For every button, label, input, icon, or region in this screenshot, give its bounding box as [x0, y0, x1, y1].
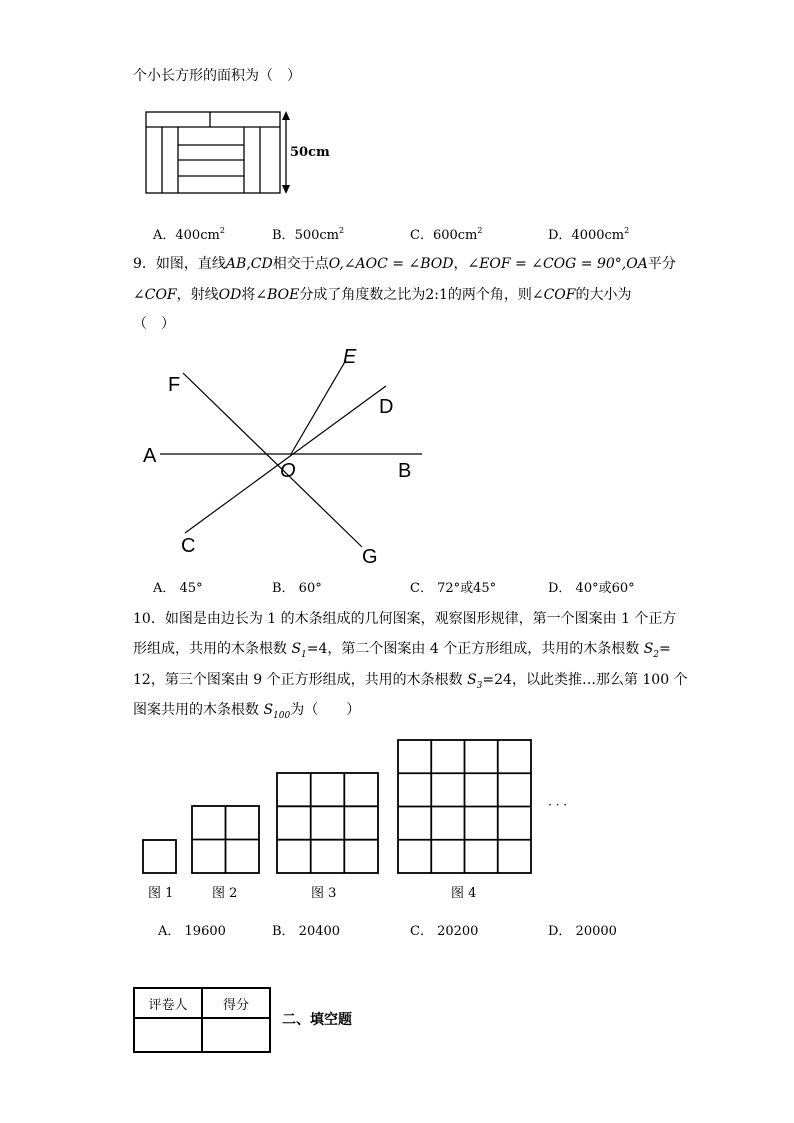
fig1-grid [143, 840, 176, 873]
q10-stem-line2: 形组成，共用的木条根数 $S_1=4$，第二个图案由 4 个正方形组成，共用的木条根数 $S_2=$ [133, 641, 671, 660]
q10-stem-line1: 10．如图是由边长为 1 的木条组成的几何图案，观察图形规律，第一个图案由 1 个正方 [133, 611, 677, 627]
q9-stem-line2: ∠COF，射线OD将∠BOE分成了角度数之比为2:1的两个角，则∠COF的大小为 [133, 287, 632, 303]
q9-options [0, 577, 794, 597]
q9-option-a[interactable]: A． 45° [153, 581, 203, 596]
label-E: E [343, 346, 357, 368]
q8-dimension-label: 50cm [290, 145, 330, 160]
label-D: D [379, 396, 394, 418]
fig4-grid [398, 740, 531, 873]
grading-reviewer-cell[interactable] [134, 1018, 202, 1052]
caption-fig3: 图 3 [311, 886, 337, 901]
label-A: A [143, 445, 157, 467]
q10-option-b[interactable]: B． 20400 [272, 924, 341, 939]
q8-option-c[interactable]: C．$600cm^2$ [410, 226, 483, 243]
q10-stem-line3: 12，第三个图案由 9 个正方形组成，共用的木条根数 $S_3=24$，以此类推…那么第 100 个 [133, 672, 688, 691]
section-title: 二、填空题 [282, 1012, 352, 1028]
q10-square-patterns [0, 735, 794, 885]
grading-score-header: 得分 [202, 988, 270, 1018]
q9-option-d[interactable]: D． 40°或60° [548, 581, 635, 596]
q10-stem-line4: 图案共用的木条根数 $S_{100}$为（ ） [133, 702, 361, 721]
label-F: F [168, 374, 181, 396]
q10-option-d[interactable]: D． 20000 [548, 924, 617, 939]
q9-stem-line3: （ ） [133, 316, 175, 332]
q9-angle-figure [0, 340, 794, 580]
q9-option-c[interactable]: C． 72°或45° [410, 581, 497, 596]
caption-fig2: 图 2 [212, 886, 238, 901]
label-B: B [398, 460, 412, 482]
label-C: C [181, 535, 196, 557]
label-G: G [362, 546, 378, 568]
q8-stem-tail: 个小长方形的面积为（ ） [133, 68, 301, 84]
caption-fig1: 图 1 [148, 886, 174, 901]
label-O: O [280, 460, 296, 482]
fig2-grid [192, 806, 259, 873]
q8-option-a[interactable]: A．$400cm^2$ [153, 226, 225, 243]
q8-option-d[interactable]: D．$4000cm^2$ [548, 226, 630, 243]
q8-options [0, 224, 794, 244]
q9-option-b[interactable]: B． 60° [272, 581, 322, 596]
q8-option-b[interactable]: B．$500cm^2$ [272, 226, 345, 243]
fig3-grid [277, 773, 378, 873]
grading-score-cell[interactable] [202, 1018, 270, 1052]
q10-ellipsis: · · · [548, 798, 568, 812]
q9-stem-line1: 9．如图，直线AB,CD相交于点O,∠AOC = ∠BOD，∠EOF = ∠COG = 90°,OA平分 [133, 256, 676, 272]
q10-options [0, 920, 794, 940]
q10-option-c[interactable]: C． 20200 [410, 924, 479, 939]
caption-fig4: 图 4 [451, 886, 477, 901]
grading-reviewer-header: 评卷人 [134, 988, 202, 1018]
q10-option-a[interactable]: A． 19600 [158, 924, 226, 939]
grading-table [133, 987, 271, 1053]
